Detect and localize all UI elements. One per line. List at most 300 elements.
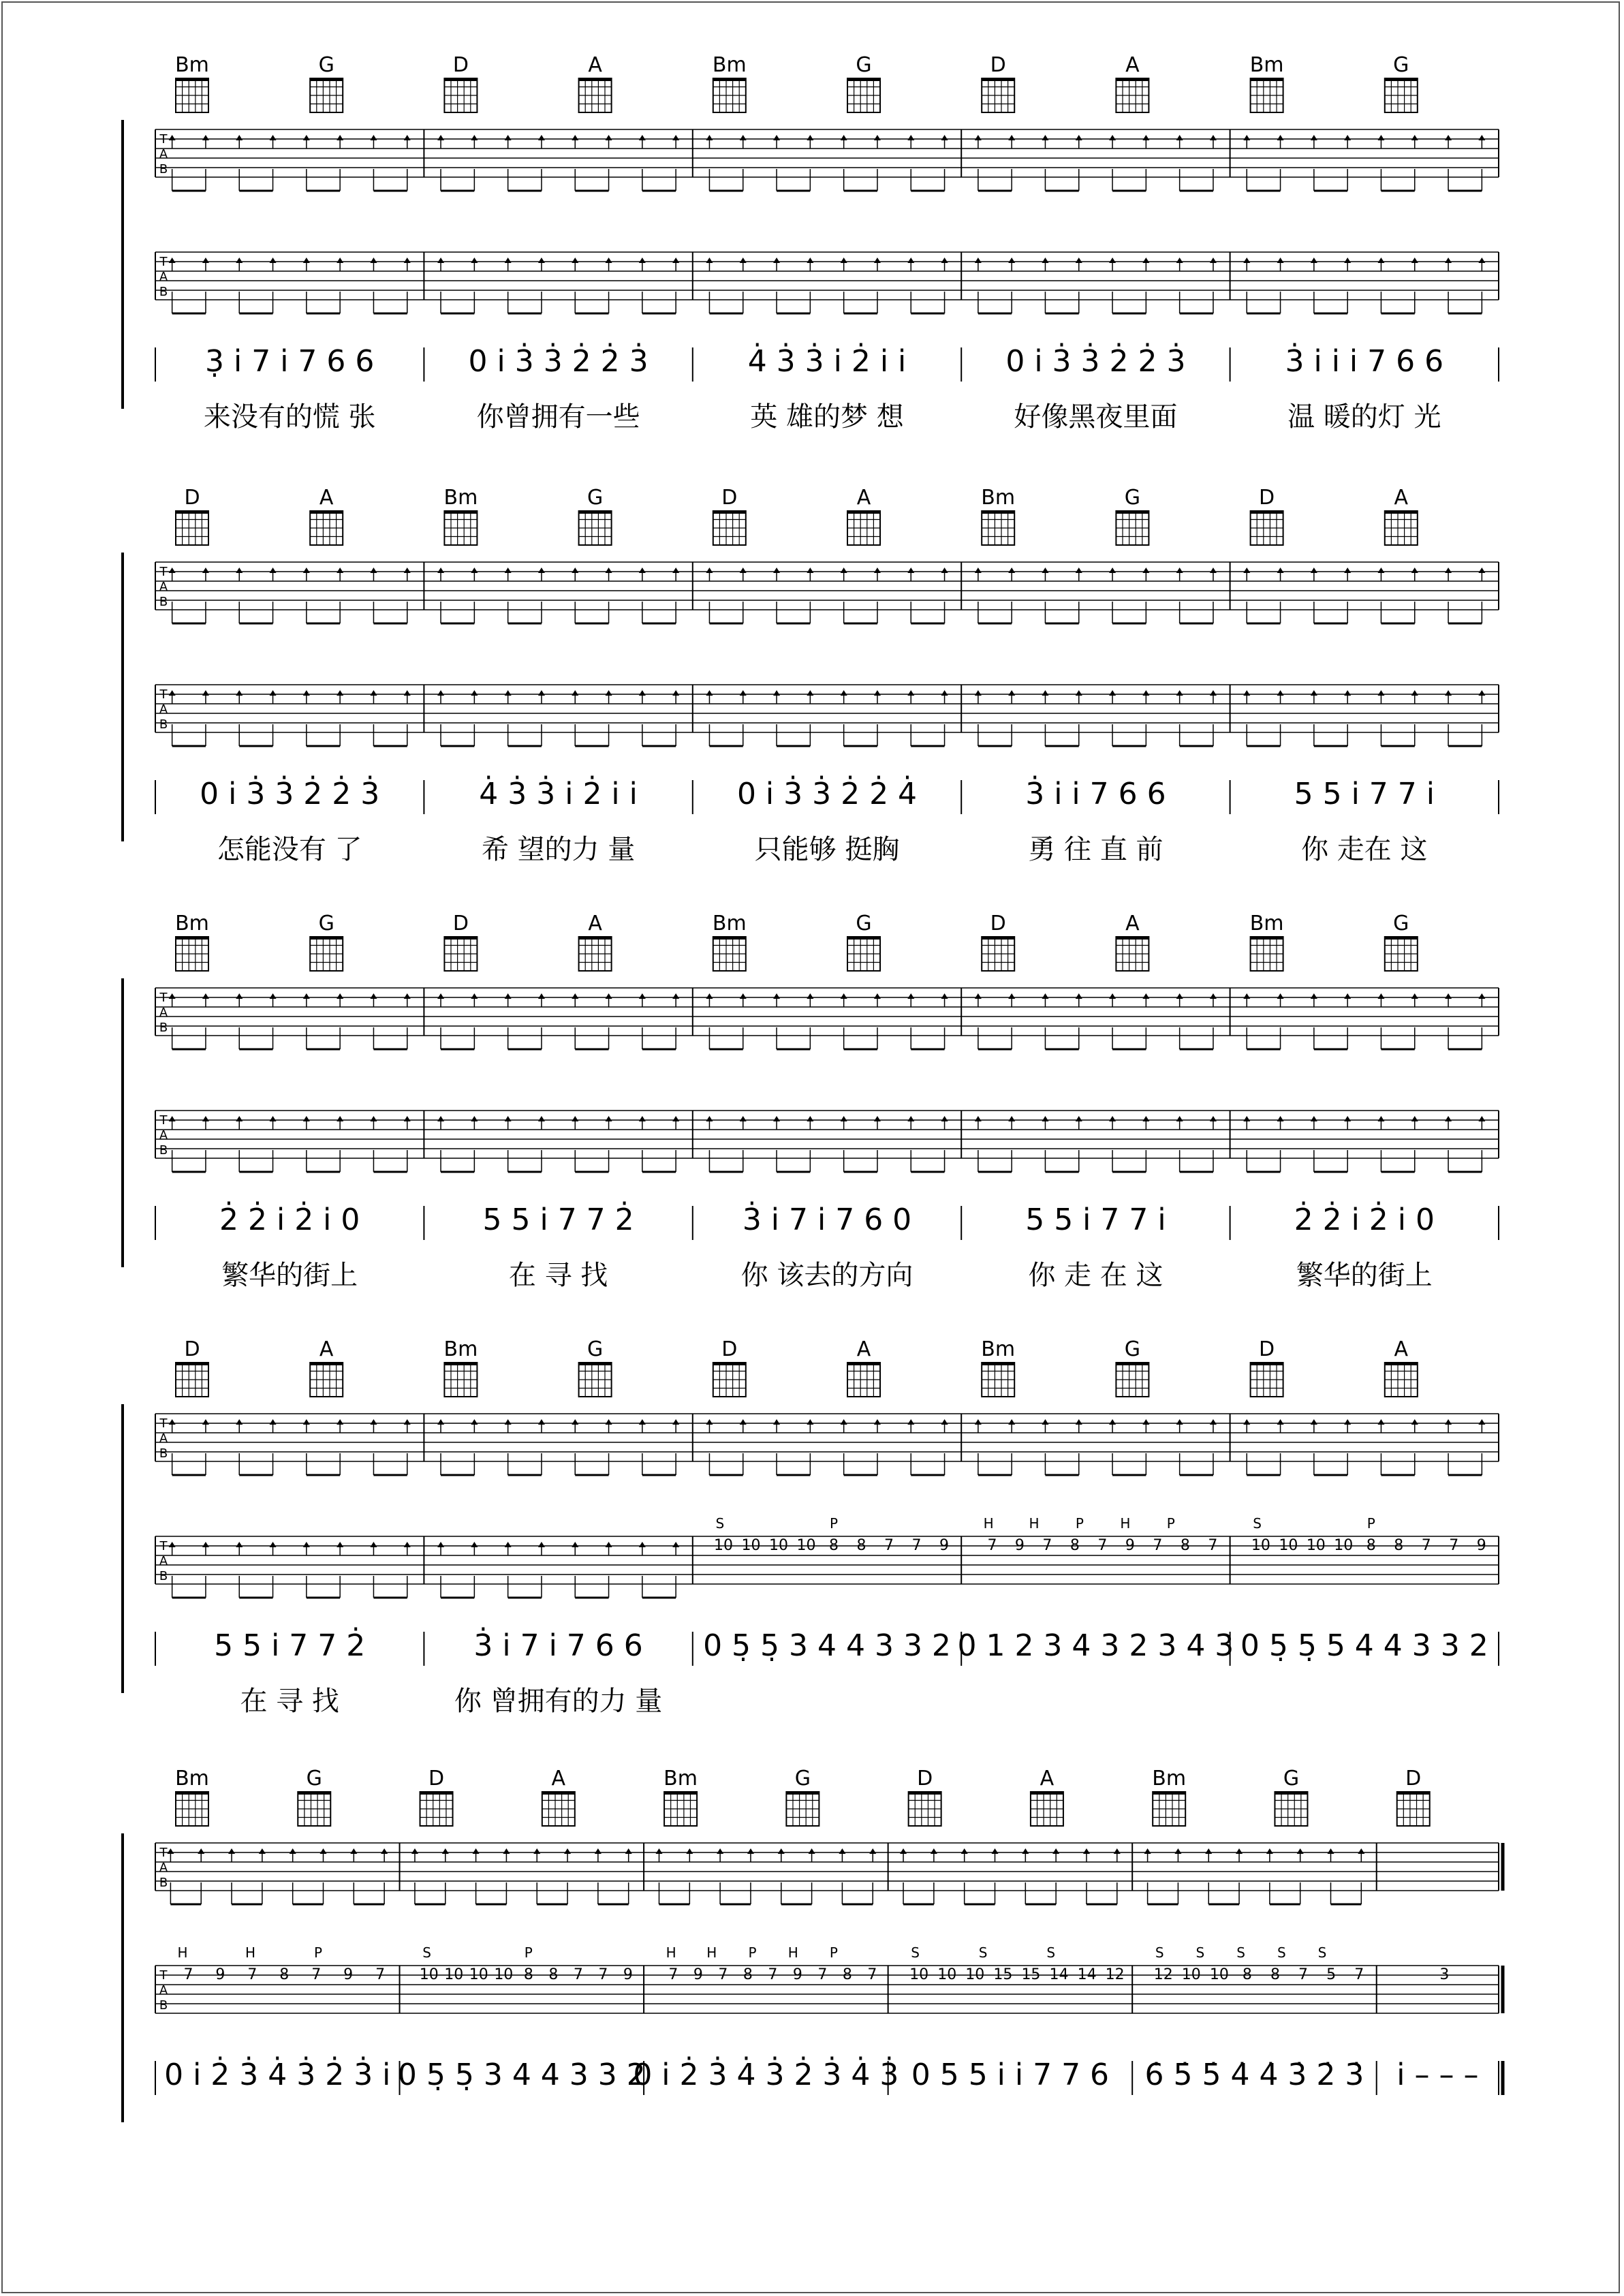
lyric-line: 繁华的街上 xyxy=(221,1260,358,1291)
strum-arrow-head xyxy=(1478,1116,1485,1121)
strum-arrow-head xyxy=(1114,1848,1121,1854)
measure-1 xyxy=(155,1337,411,1717)
strum-arrow-head xyxy=(337,690,343,696)
chord-name: A xyxy=(319,486,334,510)
measure-2 xyxy=(424,912,679,1291)
chord-diagram-g xyxy=(847,53,880,112)
strum-arrow-head xyxy=(370,1419,377,1425)
strum-arrow-head xyxy=(874,135,881,140)
fret-number: 7 xyxy=(1208,1537,1218,1554)
fret-number: 7 xyxy=(183,1966,193,1983)
strum-arrow-head xyxy=(505,993,512,999)
strum-pattern xyxy=(169,993,411,1049)
strum-arrow-head xyxy=(572,690,578,696)
tab-staff xyxy=(155,129,1499,177)
system-row-1 xyxy=(123,53,1499,433)
strum-arrow-head xyxy=(404,568,411,573)
strum-arrow-head xyxy=(1445,1116,1452,1121)
strum-arrow-head xyxy=(236,258,243,263)
lyric-line: 你 曾拥有的力 量 xyxy=(454,1686,663,1717)
strum-arrow-head xyxy=(686,1848,693,1854)
chord-name: A xyxy=(856,1337,871,1361)
strum-arrow-head xyxy=(1174,1848,1181,1854)
measure-4 xyxy=(961,912,1217,1291)
strum-pattern xyxy=(167,1848,388,1904)
strum-arrow-head xyxy=(202,568,209,573)
strum-arrow-head xyxy=(404,1542,411,1547)
strum-arrow-head xyxy=(672,1542,679,1547)
strum-arrow-head xyxy=(672,993,679,999)
strum-arrow-head xyxy=(706,568,713,573)
fret-number: 8 xyxy=(743,1966,753,1983)
strum-pattern xyxy=(1243,568,1485,623)
strum-pattern xyxy=(706,1419,948,1475)
fret-number: 10 xyxy=(1181,1966,1201,1983)
strum-arrow-head xyxy=(773,1419,780,1425)
strum-arrow-head xyxy=(807,135,813,140)
strum-arrow-head xyxy=(270,258,277,263)
strum-arrow-head xyxy=(992,1848,999,1854)
tab-fingering xyxy=(1439,1966,1449,1983)
system-row-3 xyxy=(123,912,1499,1291)
strum-arrow-head xyxy=(1210,1116,1217,1121)
strum-arrow-head xyxy=(1411,1419,1418,1425)
chord-name: Bm xyxy=(175,1767,209,1790)
strum-arrow-head xyxy=(1210,993,1217,999)
strum-arrow-head xyxy=(1042,568,1048,573)
strum-pattern xyxy=(437,258,679,313)
fret-number: 9 xyxy=(693,1966,703,1983)
chord-diagram-g xyxy=(1385,53,1418,112)
chord-name: D xyxy=(452,53,469,77)
strum-arrow-head xyxy=(941,568,948,573)
fret-number: 5 xyxy=(1326,1966,1337,1983)
chord-name: A xyxy=(588,912,602,935)
chord-diagram-d xyxy=(176,486,208,545)
measure-3 xyxy=(633,1767,899,2095)
strum-arrow-head xyxy=(1210,1419,1217,1425)
tab-t: T xyxy=(159,255,168,269)
fret-number: 9 xyxy=(939,1537,949,1554)
strum-arrow-head xyxy=(1205,1848,1212,1854)
fret-number: 10 xyxy=(937,1966,957,1983)
chord-diagram-bm xyxy=(175,53,209,112)
fret-number: 10 xyxy=(741,1537,761,1554)
strum-arrow-head xyxy=(941,258,948,263)
tab-t: T xyxy=(159,991,168,1005)
fret-number: 7 xyxy=(598,1966,608,1983)
fret-number: 10 xyxy=(714,1537,734,1554)
chord-diagram-a xyxy=(1031,1767,1063,1826)
measure-2 xyxy=(398,1767,646,2095)
strum-arrow-head xyxy=(270,1542,277,1547)
strum-arrow-head xyxy=(839,1848,845,1854)
jianpu-notes: 3̇ i̇ i̇ 7 6 6 xyxy=(1025,777,1166,811)
strum-arrow-head xyxy=(259,1848,266,1854)
chord-name: D xyxy=(721,1337,738,1361)
fret-number: 7 xyxy=(817,1966,828,1983)
strum-arrow-head xyxy=(169,1419,176,1425)
strum-arrow-head xyxy=(505,1116,512,1121)
strum-arrow-head xyxy=(1008,258,1015,263)
strum-arrow-head xyxy=(437,258,444,263)
strum-arrow-head xyxy=(437,1542,444,1547)
tab-staff xyxy=(155,252,1499,300)
chord-name: D xyxy=(1259,486,1275,510)
fret-number: 7 xyxy=(884,1537,894,1554)
strum-arrow-head xyxy=(572,1542,578,1547)
strum-arrow-head xyxy=(503,1848,510,1854)
tab-a: A xyxy=(159,580,168,594)
strum-arrow-head xyxy=(1411,258,1418,263)
chord-diagram-bm xyxy=(663,1767,698,1826)
chord-name: D xyxy=(184,486,200,510)
strum-arrow-head xyxy=(1008,1419,1015,1425)
jianpu-notes: 5 5 i̇ 7 7 2̇ xyxy=(214,1628,366,1663)
measure-4 xyxy=(888,1767,1125,2095)
strum-arrow-head xyxy=(907,993,914,999)
strum-arrow-head xyxy=(236,993,243,999)
strum-arrow-head xyxy=(169,690,176,696)
strum-arrow-head xyxy=(807,258,813,263)
fret-number: 10 xyxy=(909,1966,929,1983)
strum-arrow-head xyxy=(381,1848,388,1854)
fret-number: 10 xyxy=(1251,1537,1270,1554)
strum-pattern xyxy=(975,1116,1217,1172)
strum-arrow-head xyxy=(841,568,847,573)
chord-diagram-d xyxy=(1251,486,1283,545)
strum-pattern xyxy=(437,1542,679,1598)
strum-arrow-head xyxy=(1411,993,1418,999)
strum-arrow-head xyxy=(1042,993,1048,999)
chord-name: A xyxy=(1394,486,1409,510)
strum-arrow-head xyxy=(1083,1848,1090,1854)
strum-arrow-head xyxy=(1411,1116,1418,1121)
chord-diagram-d xyxy=(982,53,1014,112)
jianpu-notes: 0 5̣ 5̣ 3 4 4 3 3 2 xyxy=(703,1628,951,1663)
tab-staff xyxy=(155,988,1499,1036)
tab-t: T xyxy=(159,1846,168,1860)
chord-name: G xyxy=(856,912,872,935)
strum-arrow-head xyxy=(337,993,343,999)
fret-number: 9 xyxy=(792,1966,802,1983)
strum-arrow-head xyxy=(1277,690,1284,696)
fret-number: 10 xyxy=(1279,1537,1298,1554)
jianpu-notes: 0 i̇ 3̇ 3̇ 2̇ 2̇ 4̇ xyxy=(736,777,918,811)
fret-number: 9 xyxy=(623,1966,633,1983)
strum-arrow-head xyxy=(471,993,478,999)
strum-arrow-head xyxy=(706,993,713,999)
fret-number: 10 xyxy=(494,1966,514,1983)
jianpu-notes: 2̇ 2̇ i̇ 2̇ i̇ 0 xyxy=(1294,1203,1435,1237)
measure-6 xyxy=(1377,1767,1479,2095)
strum-pattern xyxy=(1243,993,1485,1049)
strum-pattern xyxy=(169,690,411,746)
chord-diagram-g xyxy=(1275,1767,1307,1826)
strum-arrow-head xyxy=(236,690,243,696)
strum-arrow-head xyxy=(538,1116,545,1121)
strum-arrow-head xyxy=(270,568,277,573)
strum-arrow-head xyxy=(303,568,310,573)
measure-5 xyxy=(1230,486,1486,865)
measure-1 xyxy=(155,912,411,1291)
strum-pattern xyxy=(975,258,1217,313)
strum-arrow-head xyxy=(202,135,209,140)
jianpu-notes: 0 i̇ 2̇ 3̇ 4̇ 3̇ 2̇ 3̇ 4̇ 3̇ xyxy=(633,2058,899,2092)
jianpu-notes: 0 5̣ 5̣ 3 4 4 3 3 2 xyxy=(397,2058,646,2092)
strum-arrow-head xyxy=(1176,568,1183,573)
strum-arrow-head xyxy=(706,690,713,696)
strum-arrow-head xyxy=(169,1542,176,1547)
technique-mark: P xyxy=(829,1944,838,1961)
chord-diagram-a xyxy=(1116,53,1149,112)
jianpu-notes: 3̇ i̇ i̇ i̇ 7 6 6 xyxy=(1285,344,1444,379)
strum-arrow-head xyxy=(1076,993,1082,999)
strum-arrow-head xyxy=(1377,1116,1384,1121)
strum-arrow-head xyxy=(270,135,277,140)
strum-arrow-head xyxy=(941,690,948,696)
measure-5 xyxy=(1230,912,1486,1291)
strum-arrow-head xyxy=(941,1419,948,1425)
strum-arrow-head xyxy=(874,258,881,263)
jianpu-notes: 0 i̇ 3̇ 3̇ 2̇ 2̇ 3̇ xyxy=(1005,344,1186,379)
chord-name: Bm xyxy=(175,912,209,935)
tab-a: A xyxy=(159,1983,168,1998)
strum-pattern xyxy=(169,258,411,313)
strum-arrow-head xyxy=(236,1542,243,1547)
chord-diagram-bm xyxy=(1250,53,1284,112)
tab-t: T xyxy=(159,1968,168,1983)
strum-arrow-head xyxy=(672,690,679,696)
technique-mark: P xyxy=(1166,1515,1175,1532)
technique-mark: S xyxy=(1046,1944,1056,1961)
tab-fingering xyxy=(1251,1515,1486,1554)
strum-arrow-head xyxy=(1411,690,1418,696)
tab-a: A xyxy=(159,1128,168,1143)
chord-name: Bm xyxy=(712,912,747,935)
strum-arrow-head xyxy=(337,135,343,140)
jianpu-notes: 0 5̣ 5̣ 5 4 4 3 3 2 xyxy=(1240,1628,1488,1663)
fret-number: 7 xyxy=(1298,1966,1309,1983)
strum-arrow-head xyxy=(270,993,277,999)
chord-name: D xyxy=(1405,1767,1422,1790)
strum-arrow-head xyxy=(169,1116,176,1121)
technique-mark: H xyxy=(177,1944,188,1961)
strum-arrow-head xyxy=(303,135,310,140)
fret-number: 8 xyxy=(1069,1537,1080,1554)
fret-number: 9 xyxy=(1014,1537,1025,1554)
chord-name: G xyxy=(794,1767,811,1790)
strum-arrow-head xyxy=(471,690,478,696)
lyric-line: 勇 往 直 前 xyxy=(1028,834,1164,865)
strum-arrow-head xyxy=(639,135,646,140)
strum-arrow-head xyxy=(442,1848,449,1854)
lyric-line: 你 走 在 这 xyxy=(1028,1260,1164,1291)
jianpu-notes: 6̇ 5̇ 5̇ 4̇ 4̇ 3̇ 2̇ 3̇ xyxy=(1144,2058,1364,2092)
fret-number: 3 xyxy=(1439,1966,1450,1983)
tab-staff xyxy=(155,1843,1499,1891)
chord-name: Bm xyxy=(1152,1767,1187,1790)
strum-arrow-head xyxy=(975,135,982,140)
strum-arrow-head xyxy=(337,258,343,263)
chord-name: Bm xyxy=(443,486,478,510)
strum-arrow-head xyxy=(706,258,713,263)
strum-arrow-head xyxy=(1008,993,1015,999)
strum-arrow-head xyxy=(807,993,813,999)
strum-arrow-head xyxy=(907,135,914,140)
strum-arrow-head xyxy=(202,258,209,263)
chord-name: Bm xyxy=(175,53,209,77)
strum-arrow-head xyxy=(778,1848,785,1854)
jianpu-notes: 4̇ 3̇ 3̇ i̇ 2̇ i̇ i̇ xyxy=(747,344,907,379)
technique-mark: H xyxy=(787,1944,798,1961)
strum-arrow-head xyxy=(931,1848,937,1854)
jianpu-notes: 2̇ 2̇ i̇ 2̇ i̇ 0 xyxy=(219,1203,360,1237)
strum-arrow-head xyxy=(1344,135,1351,140)
strum-pattern xyxy=(437,1419,679,1475)
strum-arrow-head xyxy=(505,1542,512,1547)
chord-diagram-bm xyxy=(1152,1767,1186,1826)
technique-mark: S xyxy=(1196,1944,1205,1961)
strum-arrow-head xyxy=(337,1542,343,1547)
strum-arrow-head xyxy=(773,568,780,573)
chord-diagram-d xyxy=(1397,1767,1430,1826)
strum-pattern xyxy=(169,1542,411,1598)
tab-t: T xyxy=(159,1113,168,1128)
strum-arrow-head xyxy=(1076,568,1082,573)
strum-arrow-head xyxy=(167,1848,174,1854)
strum-arrow-head xyxy=(1176,993,1183,999)
chord-diagram-d xyxy=(982,912,1014,971)
strum-arrow-head xyxy=(1358,1848,1364,1854)
strum-arrow-head xyxy=(270,690,277,696)
strum-arrow-head xyxy=(672,135,679,140)
jianpu-notes: 3̣ i̇ 7 i̇ 7 6 6 xyxy=(205,344,375,379)
chord-name: A xyxy=(551,1767,566,1790)
fret-number: 10 xyxy=(469,1966,488,1983)
strum-pattern xyxy=(900,1848,1121,1904)
tab-a: A xyxy=(159,270,168,284)
tab-staff xyxy=(155,685,1499,732)
tab-a: A xyxy=(159,1006,168,1020)
strum-arrow-head xyxy=(169,568,176,573)
fret-number: 8 xyxy=(1180,1537,1190,1554)
chord-name: Bm xyxy=(1249,912,1284,935)
strum-arrow-head xyxy=(874,1116,881,1121)
technique-mark: H xyxy=(706,1944,717,1961)
chord-diagram-a xyxy=(542,1767,575,1826)
chord-diagram-d xyxy=(444,53,477,112)
strum-arrow-head xyxy=(437,1419,444,1425)
strum-arrow-head xyxy=(270,1419,277,1425)
strum-arrow-head xyxy=(1042,1116,1048,1121)
strum-arrow-head xyxy=(907,258,914,263)
tab-a: A xyxy=(159,1861,168,1875)
strum-arrow-head xyxy=(1243,1116,1250,1121)
fret-number: 7 xyxy=(247,1966,257,1983)
chord-name: A xyxy=(1394,1337,1409,1361)
strum-arrow-head xyxy=(505,568,512,573)
strum-arrow-head xyxy=(538,690,545,696)
fret-number: 7 xyxy=(768,1966,778,1983)
fret-number: 8 xyxy=(1270,1966,1280,1983)
strum-arrow-head xyxy=(538,993,545,999)
strum-arrow-head xyxy=(1008,1116,1015,1121)
fret-number: 7 xyxy=(987,1537,997,1554)
strum-arrow-head xyxy=(202,993,209,999)
strum-arrow-head xyxy=(1445,135,1452,140)
strum-arrow-head xyxy=(706,135,713,140)
strum-pattern xyxy=(1144,1848,1365,1904)
fret-number: 15 xyxy=(1021,1966,1041,1983)
strum-arrow-head xyxy=(303,690,310,696)
chord-name: D xyxy=(990,912,1006,935)
tab-fingering xyxy=(1154,1944,1364,1983)
jianpu-notes: 0 i̇ 2̇ 3̇ 4̇ 3̇ 2̇ 3̇ i̇ xyxy=(164,2058,391,2092)
strum-arrow-head xyxy=(606,1419,612,1425)
strum-arrow-head xyxy=(841,1419,847,1425)
strum-arrow-head xyxy=(1176,1116,1183,1121)
chord-diagram-a xyxy=(847,486,880,545)
strum-arrow-head xyxy=(773,135,780,140)
chord-name: A xyxy=(856,486,871,510)
strum-arrow-head xyxy=(807,1419,813,1425)
strum-arrow-head xyxy=(1076,1116,1082,1121)
jianpu-notes: 3̇ i̇ 7 i̇ 7 6 0 xyxy=(742,1203,912,1237)
strum-pattern xyxy=(975,993,1217,1049)
strum-arrow-head xyxy=(706,1116,713,1121)
technique-mark: S xyxy=(1155,1944,1164,1961)
strum-arrow-head xyxy=(874,568,881,573)
fret-number: 7 xyxy=(1097,1537,1108,1554)
strum-arrow-head xyxy=(1445,568,1452,573)
fret-number: 10 xyxy=(796,1537,816,1554)
technique-mark: S xyxy=(1236,1944,1245,1961)
fret-number: 9 xyxy=(343,1966,354,1983)
strum-arrow-head xyxy=(975,258,982,263)
jianpu-notes: 4̇ 3̇ 3̇ i̇ 2̇ i̇ i̇ xyxy=(479,777,638,811)
chord-name: A xyxy=(1125,912,1140,935)
strum-arrow-head xyxy=(564,1848,571,1854)
strum-arrow-head xyxy=(437,690,444,696)
strum-arrow-head xyxy=(1109,690,1116,696)
strum-arrow-head xyxy=(1210,568,1217,573)
strum-arrow-head xyxy=(290,1848,296,1854)
strum-arrow-head xyxy=(505,135,512,140)
strum-arrow-head xyxy=(841,1116,847,1121)
chord-diagram-bm xyxy=(981,486,1015,545)
fret-number: 10 xyxy=(769,1537,789,1554)
strum-arrow-head xyxy=(169,258,176,263)
strum-arrow-head xyxy=(1445,258,1452,263)
strum-arrow-head xyxy=(538,1419,545,1425)
measure-1 xyxy=(155,486,411,865)
jianpu-notes: i̇ – – – xyxy=(1396,2058,1479,2092)
technique-mark: H xyxy=(1120,1515,1131,1532)
fret-number: 8 xyxy=(1242,1966,1252,1983)
chord-name: Bm xyxy=(1249,53,1284,77)
tab-fingering xyxy=(420,1944,633,1983)
chord-diagram-g xyxy=(298,1767,330,1826)
strum-arrow-head xyxy=(874,993,881,999)
strum-arrow-head xyxy=(1109,135,1116,140)
technique-mark: S xyxy=(422,1944,431,1961)
strum-pattern xyxy=(437,1116,679,1172)
strum-arrow-head xyxy=(975,1419,982,1425)
tab-staff xyxy=(155,1414,1499,1461)
strum-arrow-head xyxy=(228,1848,235,1854)
chord-diagram-a xyxy=(847,1337,880,1397)
